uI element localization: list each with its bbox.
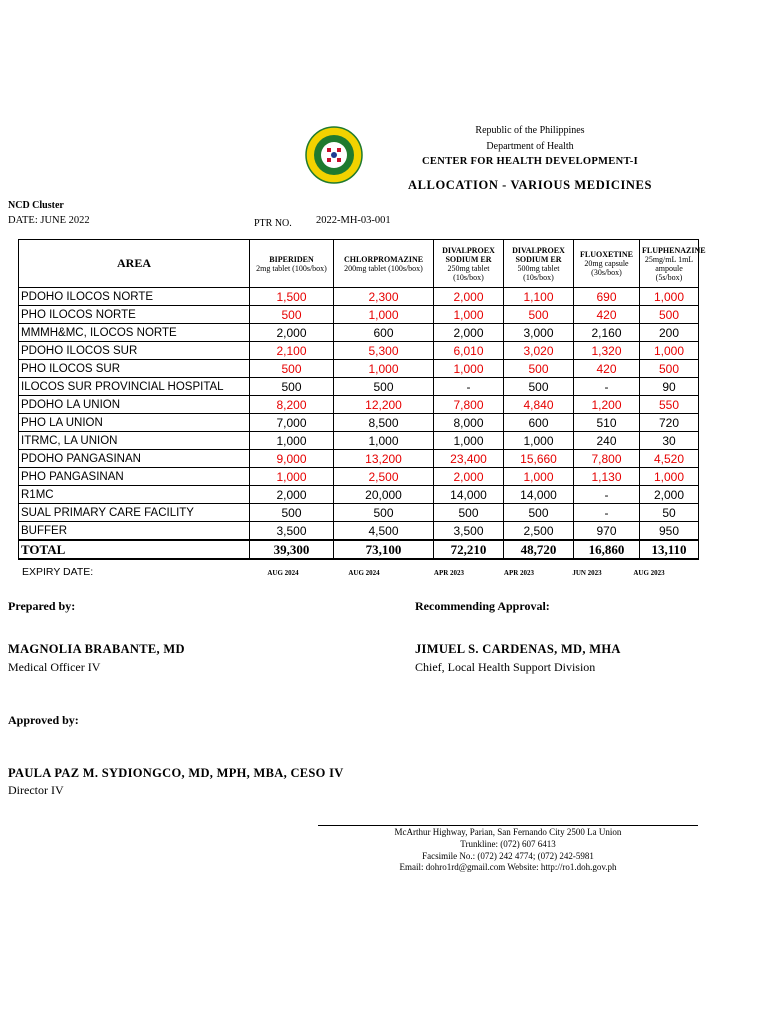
table-row [19, 432, 699, 450]
value-cell: 2,500 [504, 522, 574, 541]
table-row [19, 360, 699, 378]
value-cell: 1,500 [250, 288, 334, 306]
value-cell: 1,000 [640, 288, 699, 306]
approved-by-title: Director IV [8, 783, 64, 797]
value-cell: 8,000 [434, 414, 504, 432]
value-cell: 30 [640, 432, 699, 450]
expiry-date-value: AUG 2023 [633, 569, 665, 577]
value-cell: 1,320 [574, 342, 640, 360]
value-cell: 8,500 [334, 414, 434, 432]
header-center: CENTER FOR HEALTH DEVELOPMENT-I [422, 156, 638, 167]
value-cell: 200 [640, 324, 699, 342]
value-cell: 240 [574, 432, 640, 450]
value-cell: - [574, 378, 640, 396]
value-cell: 9,000 [250, 450, 334, 468]
area-cell: PDOHO LA UNION [19, 396, 250, 414]
area-cell: PHO PANGASINAN [19, 468, 250, 486]
total-label: TOTAL [19, 540, 250, 559]
value-cell: 500 [504, 306, 574, 324]
table-row [19, 288, 699, 306]
value-cell: 1,000 [334, 360, 434, 378]
value-cell: 500 [334, 504, 434, 522]
area-cell: PHO ILOCOS NORTE [19, 306, 250, 324]
value-cell: - [434, 378, 504, 396]
area-cell: PDOHO ILOCOS NORTE [19, 288, 250, 306]
value-cell: 2,500 [334, 468, 434, 486]
value-cell: 15,660 [504, 450, 574, 468]
table-row [19, 504, 699, 522]
total-cell: 73,100 [334, 540, 434, 559]
area-cell: ILOCOS SUR PROVINCIAL HOSPITAL [19, 378, 250, 396]
area-cell: SUAL PRIMARY CARE FACILITY [19, 504, 250, 522]
approved-by-name: PAULA PAZ M. SYDIONGCO, MD, MPH, MBA, CESO IV [8, 766, 344, 780]
table-row [19, 306, 699, 324]
expiry-date-value: APR 2023 [433, 569, 465, 577]
value-cell: 500 [640, 360, 699, 378]
value-cell: 720 [640, 414, 699, 432]
value-cell: 500 [504, 360, 574, 378]
area-cell: PHO LA UNION [19, 414, 250, 432]
table-row [19, 450, 699, 468]
expiry-date-value: APR 2023 [503, 569, 535, 577]
column-header: DIVALPROEX SODIUM ER 250mg tablet (10s/box) [434, 240, 504, 288]
footer-facsimile: Facsimile No.: (072) 242 4774; (072) 242-5981 [422, 851, 594, 861]
value-cell: 50 [640, 504, 699, 522]
value-cell: 3,500 [250, 522, 334, 541]
doh-seal-logo [305, 126, 363, 184]
total-cell: 48,720 [504, 540, 574, 559]
value-cell: 420 [574, 360, 640, 378]
table-row [19, 396, 699, 414]
value-cell: 4,520 [640, 450, 699, 468]
value-cell: 2,000 [434, 324, 504, 342]
document-title: ALLOCATION - VARIOUS MEDICINES [407, 178, 653, 192]
value-cell: 1,130 [574, 468, 640, 486]
expiry-date-label: EXPIRY DATE: [22, 566, 94, 578]
value-cell: 1,000 [504, 468, 574, 486]
value-cell: 1,000 [434, 306, 504, 324]
column-header: FLUPHENAZINE 25mg/mL 1mL ampoule (5s/box) [640, 240, 699, 288]
column-header: DIVALPROEX SODIUM ER 500mg tablet (10s/box) [504, 240, 574, 288]
column-header: FLUOXETINE 20mg capsule (30s/box) [574, 240, 640, 288]
area-cell: PDOHO ILOCOS SUR [19, 342, 250, 360]
value-cell: 2,000 [640, 486, 699, 504]
recommending-title: Chief, Local Health Support Division [415, 660, 596, 674]
value-cell: 2,000 [250, 486, 334, 504]
value-cell: 3,020 [504, 342, 574, 360]
area-cell: PDOHO PANGASINAN [19, 450, 250, 468]
area-cell: MMMH&MC, ILOCOS NORTE [19, 324, 250, 342]
value-cell: 1,000 [250, 432, 334, 450]
value-cell: 1,000 [504, 432, 574, 450]
value-cell: 1,200 [574, 396, 640, 414]
value-cell: 500 [250, 378, 334, 396]
value-cell: 500 [250, 306, 334, 324]
value-cell: 1,000 [640, 468, 699, 486]
value-cell: 500 [250, 360, 334, 378]
value-cell: 2,000 [434, 468, 504, 486]
value-cell: 550 [640, 396, 699, 414]
value-cell: 14,000 [504, 486, 574, 504]
ptr-label: PTR NO. [254, 218, 292, 229]
footer-divider [318, 825, 698, 826]
value-cell: 90 [640, 378, 699, 396]
value-cell: 950 [640, 522, 699, 541]
value-cell: 510 [574, 414, 640, 432]
value-cell: 8,200 [250, 396, 334, 414]
prepared-by-label: Prepared by: [8, 599, 76, 613]
footer-address: McArthur Highway, Parian, San Fernando City 2500 La Union [394, 827, 622, 837]
footer-email: Email: dohro1rd@gmail.com Website: http://ro1.doh.gov.ph [399, 862, 617, 872]
expiry-date-value: JUN 2023 [572, 569, 602, 577]
value-cell: 1,000 [334, 306, 434, 324]
table-row [19, 486, 699, 504]
table-row [19, 414, 699, 432]
value-cell: 7,800 [434, 396, 504, 414]
expiry-date-value: AUG 2024 [348, 569, 380, 577]
value-cell: 500 [250, 504, 334, 522]
value-cell: 3,000 [504, 324, 574, 342]
area-cell: R1MC [19, 486, 250, 504]
column-header: CHLORPROMAZINE 200mg tablet (100s/box) [334, 240, 434, 288]
value-cell: 7,800 [574, 450, 640, 468]
value-cell: 2,000 [434, 288, 504, 306]
value-cell: 1,000 [434, 432, 504, 450]
expiry-date-value: AUG 2024 [267, 569, 299, 577]
value-cell: 500 [504, 378, 574, 396]
total-cell: 13,110 [640, 540, 699, 559]
area-cell: ITRMC, LA UNION [19, 432, 250, 450]
table-header-row [19, 240, 699, 288]
value-cell: 4,500 [334, 522, 434, 541]
area-cell: PHO ILOCOS SUR [19, 360, 250, 378]
value-cell: - [574, 504, 640, 522]
value-cell: 500 [640, 306, 699, 324]
value-cell: 600 [334, 324, 434, 342]
value-cell: 2,300 [334, 288, 434, 306]
column-header: BIPERIDEN 2mg tablet (100s/box) [250, 240, 334, 288]
table-row [19, 522, 699, 541]
date-label: DATE: JUNE 2022 [8, 215, 90, 226]
prepared-by-title: Medical Officer IV [8, 660, 101, 674]
recommending-name: JIMUEL S. CARDENAS, MD, MHA [415, 642, 621, 656]
total-cell: 72,210 [434, 540, 504, 559]
value-cell: 2,160 [574, 324, 640, 342]
value-cell: 6,010 [434, 342, 504, 360]
area-column-header: AREA [19, 240, 250, 288]
ptr-value: 2022-MH-03-001 [316, 215, 391, 226]
value-cell: 500 [434, 504, 504, 522]
value-cell: 5,300 [334, 342, 434, 360]
value-cell: 1,000 [250, 468, 334, 486]
value-cell: 1,000 [640, 342, 699, 360]
value-cell: 690 [574, 288, 640, 306]
value-cell: 500 [504, 504, 574, 522]
total-row [19, 540, 699, 559]
header-republic: Republic of the Philippines [475, 125, 585, 136]
value-cell: 970 [574, 522, 640, 541]
area-cell: BUFFER [19, 522, 250, 541]
table-row [19, 468, 699, 486]
table-row [19, 324, 699, 342]
value-cell: 20,000 [334, 486, 434, 504]
value-cell: 12,200 [334, 396, 434, 414]
table-row [19, 378, 699, 396]
recommending-approval-label: Recommending Approval: [415, 599, 550, 613]
value-cell: - [574, 486, 640, 504]
value-cell: 4,840 [504, 396, 574, 414]
total-cell: 16,860 [574, 540, 640, 559]
value-cell: 1,000 [334, 432, 434, 450]
cluster-label: NCD Cluster [8, 200, 64, 211]
approved-by-label: Approved by: [8, 713, 79, 727]
value-cell: 2,000 [250, 324, 334, 342]
value-cell: 600 [504, 414, 574, 432]
value-cell: 1,000 [434, 360, 504, 378]
value-cell: 7,000 [250, 414, 334, 432]
value-cell: 14,000 [434, 486, 504, 504]
value-cell: 23,400 [434, 450, 504, 468]
value-cell: 420 [574, 306, 640, 324]
allocation-table [18, 239, 706, 560]
header-department: Department of Health [486, 141, 574, 152]
value-cell: 13,200 [334, 450, 434, 468]
value-cell: 3,500 [434, 522, 504, 541]
footer-trunkline: Trunkline: (072) 607 6413 [460, 839, 556, 849]
table-row [19, 342, 699, 360]
total-cell: 39,300 [250, 540, 334, 559]
prepared-by-name: MAGNOLIA BRABANTE, MD [8, 642, 185, 656]
value-cell: 2,100 [250, 342, 334, 360]
value-cell: 1,100 [504, 288, 574, 306]
value-cell: 500 [334, 378, 434, 396]
